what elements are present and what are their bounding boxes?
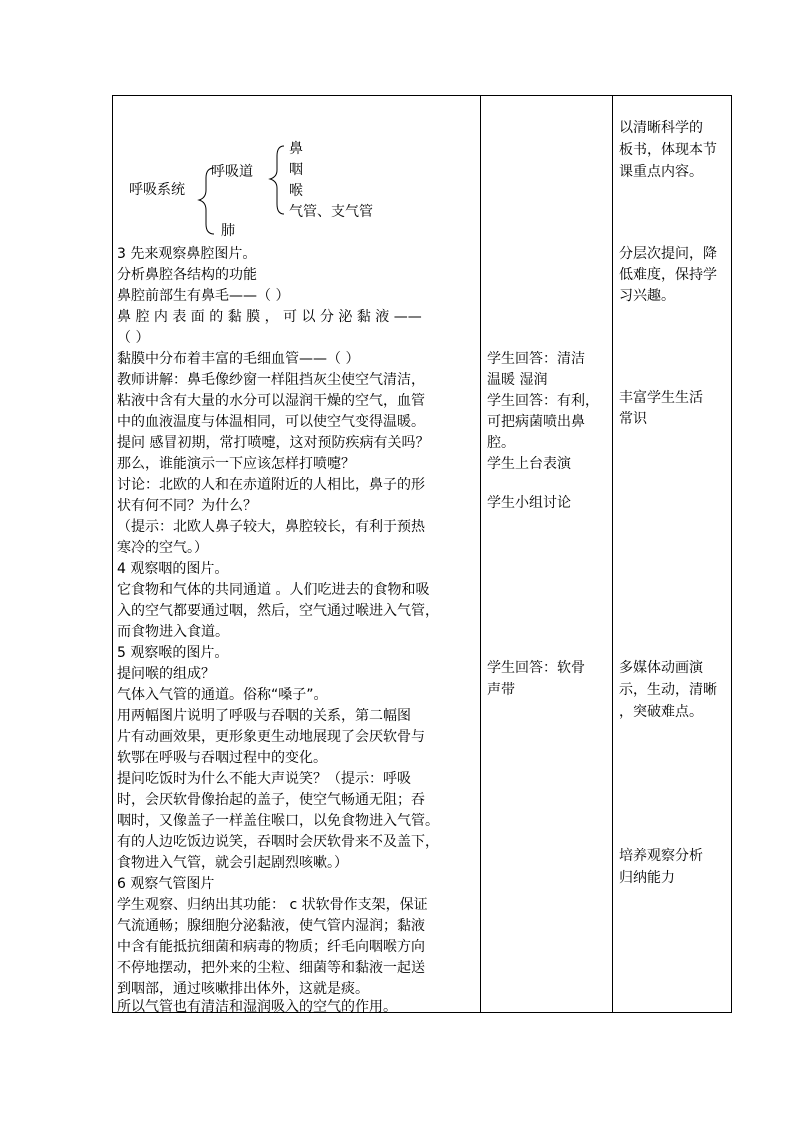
activity-line: 学生回答：清洁	[487, 351, 585, 367]
intent-line: 课重点内容。	[619, 164, 703, 180]
content-line: 到咽部，通过咳嗽排出体外，这就是痰。	[117, 981, 369, 997]
right-brace	[267, 144, 287, 216]
intent-line: ，突破难点。	[619, 704, 703, 720]
content-line: 用两幅图片说明了呼吸与吞咽的关系，第二幅图	[117, 708, 411, 724]
left-brace	[197, 166, 217, 236]
intent-line: 分层次提问，降	[619, 246, 717, 262]
diagram-part-larynx: 喉	[289, 183, 303, 199]
content-line: 中的血液温度与体温相同，可以使空气变得温暖。	[117, 414, 425, 430]
intent-line: 多媒体动画演	[619, 660, 703, 676]
content-line: 提问 感冒初期，常打喷嚏，这对预防疾病有关吗？	[117, 435, 430, 451]
intent-line: 归纳能力	[619, 870, 675, 886]
content-line: 鼻腔前部生有鼻毛——（ ）	[117, 288, 290, 304]
content-line: 寒冷的空气。）	[117, 540, 208, 556]
diagram-part-trachea: 气管、支气管	[289, 204, 373, 220]
content-line: 教师讲解：鼻毛像纱窗一样阻挡灰尘使空气清洁，	[117, 372, 425, 388]
content-line: 而食物进入食道。	[117, 624, 229, 640]
activity-line: 腔。	[487, 435, 515, 451]
content-line: 入的空气都要通过咽，然后，空气通过喉进入气管，	[117, 603, 439, 619]
content-line: 咽时，又像盖子一样盖住喉口，以免食物进入气管。	[117, 813, 439, 829]
intent-line: 习兴趣。	[619, 288, 675, 304]
activity-line: 学生小组讨论	[487, 495, 571, 511]
content-line: 鼻 腔 内 表 面 的 黏 膜 ， 可 以 分 泌 黏 液 ——	[117, 309, 422, 325]
content-line: 讨论：北欧的人和在赤道附近的人相比，鼻子的形	[117, 477, 425, 493]
activity-line: 温暖 湿润	[487, 372, 548, 388]
content-line: 时，会厌软骨像抬起的盖子，使空气畅通无阻；吞	[117, 792, 425, 808]
column-divider	[612, 96, 613, 1012]
content-line: 分析鼻腔各结构的功能	[117, 267, 257, 283]
content-line: 不停地摆动，把外来的尘粒、细菌等和黏液一起送	[117, 960, 425, 976]
activity-line: 可把病菌喷出鼻	[487, 414, 585, 430]
content-line: 黏膜中分布着丰富的毛细血管——（ ）	[117, 351, 360, 367]
content-line: 片有动画效果，更形象更生动地展现了会厌软骨与	[117, 729, 425, 745]
content-line: 3 先来观察鼻腔图片。	[117, 246, 257, 262]
content-line: 学生观察、归纳出其功能： c 状软骨作支架，保证	[117, 897, 428, 913]
column-divider	[480, 96, 481, 1012]
content-line: 5 观察喉的图片。	[117, 645, 229, 661]
intent-line: 板书，体现本节	[619, 142, 717, 158]
content-line: 有的人边吃饭边说笑，吞咽时会厌软骨来不及盖下，	[117, 834, 439, 850]
lesson-table	[112, 95, 732, 1013]
content-line: 气流通畅；腺细胞分泌黏液，使气管内湿润；黏液	[117, 918, 425, 934]
diagram-part-nose: 鼻	[289, 141, 303, 157]
content-line: 提问喉的组成？	[117, 666, 215, 682]
content-line: 软鄂在呼吸与吞咽过程中的变化。	[117, 750, 327, 766]
content-line: 那么，谁能演示一下应该怎样打喷嚏？	[117, 456, 355, 472]
content-line: 状有何不同？为什么？	[117, 498, 257, 514]
activity-line: 声带	[487, 682, 515, 698]
content-line: 4 观察咽的图片。	[117, 561, 229, 577]
diagram-tract-label: 呼吸道	[211, 164, 253, 180]
diagram-system-label: 呼吸系统	[129, 182, 185, 198]
content-line: 它食物和气体的共同通道 。人们吃进去的食物和吸	[117, 582, 430, 598]
intent-line: 示，生动，清晰	[619, 682, 717, 698]
content-line: 6 观察气管图片	[117, 876, 215, 892]
diagram-part-pharynx: 咽	[289, 162, 303, 178]
intent-line: 培养观察分析	[619, 848, 703, 864]
intent-line: 低难度，保持学	[619, 267, 717, 283]
content-line: 粘液中含有大量的水分可以湿润干燥的空气，血管	[117, 393, 425, 409]
content-line: （提示：北欧人鼻子较大，鼻腔较长，有利于预热	[117, 519, 425, 535]
intent-line: 丰富学生生活	[619, 390, 703, 406]
content-line: 所以气管也有清洁和湿润吸入的空气的作用。	[117, 999, 397, 1015]
content-line: （ ）	[117, 330, 150, 346]
content-line: 提问吃饭时为什么不能大声说笑？（提示：呼吸	[117, 771, 411, 787]
activity-line: 学生回答：有利，	[487, 393, 599, 409]
activity-line: 学生上台表演	[487, 456, 571, 472]
activity-line: 学生回答：软骨	[487, 660, 585, 676]
content-line: 食物进入气管，就会引起剧烈咳嗽。）	[117, 855, 348, 871]
content-line: 气体入气管的通道。俗称“嗓子”。	[117, 687, 328, 703]
intent-line: 以清晰科学的	[619, 120, 703, 136]
content-line: 中含有能抵抗细菌和病毒的物质；纤毛向咽喉方向	[117, 939, 425, 955]
diagram-lung-label: 肺	[221, 223, 235, 239]
intent-line: 常识	[619, 411, 647, 427]
